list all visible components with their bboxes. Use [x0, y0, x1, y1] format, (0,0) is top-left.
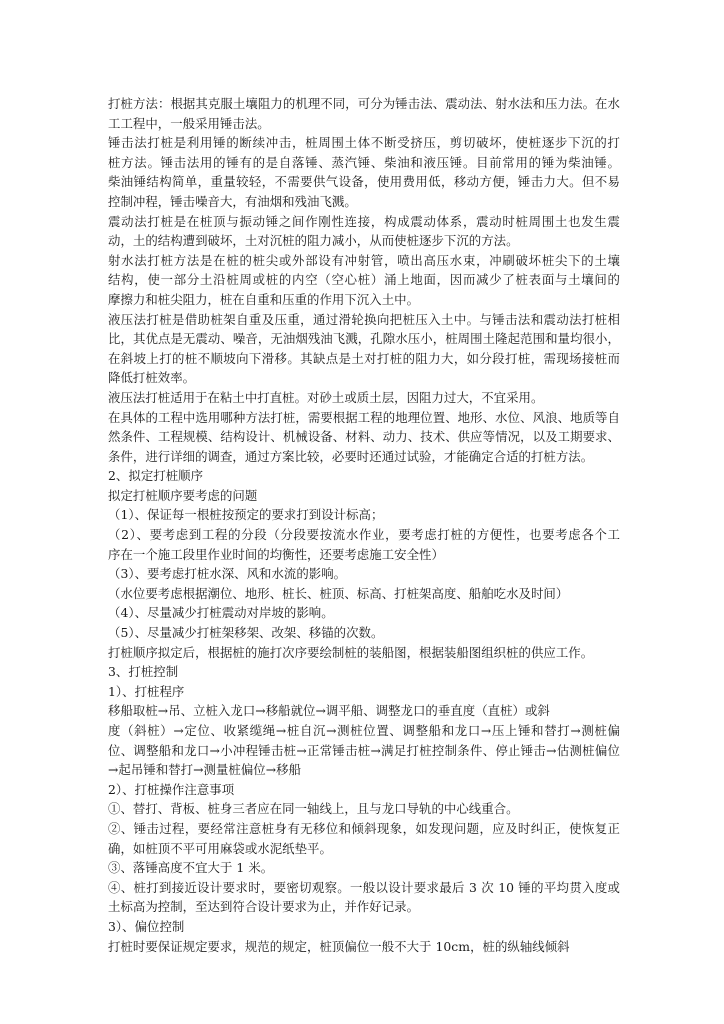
section-heading: 2、拟定打桩顺序	[108, 468, 204, 484]
text-line: 位、调整船和龙口→小冲程锤击桩→正常锤击桩→满足打桩控制条件、停止锤击→估测桩偏位	[108, 742, 620, 758]
text-line: 柴油锤结构简单，重量较轻，不需要供气设备，使用费用低，移动方便，锤击力大。但不易	[108, 174, 620, 190]
text-line: →起吊锤和替打→测量桩偏位→移船	[108, 762, 302, 778]
subsection-heading: 1）、打桩程序	[108, 683, 185, 699]
list-item: （2）、要考虑到工程的分段（分段要按流水作业，要考虑打桩的方便性，也要考虑各个工	[108, 527, 620, 543]
text-line: 桩方法。锤击法用的锤有的是自落锤、蒸汽锤、柴油和液压锤。目前常用的锤为柴油锤。	[108, 154, 620, 170]
text-line: 移船取桩→吊、立桩入龙口→移船就位→调平船、调整龙口的垂直度（直桩）或斜	[108, 703, 550, 719]
text-line: 条件，进行详细的调查，通过方案比较，必要时还通过试验，才能确定合适的打桩方法。	[108, 448, 594, 464]
text-line: 打桩顺序拟定后，根据桩的施打次序要绘制桩的装船图，根据装船图组织桩的供应工作。	[108, 644, 594, 660]
list-item: （5）、尽量减少打桩架移架、改架、移锚的次数。	[108, 625, 384, 641]
text-line: 工工程中，一般采用锤击法。	[108, 115, 270, 131]
subsection-heading: 3）、偏位控制	[108, 918, 185, 934]
text-line: 拟定打桩顺序要考虑的问题	[108, 487, 258, 503]
text-line: 土标高为控制，至达到符合设计要求为止，并作好记录。	[108, 899, 420, 915]
text-line: 度（斜桩）→定位、收紧缆绳→桩自沉→测桩位置、调整船和龙口→压上锤和替打→测桩偏	[108, 723, 620, 738]
text-line: 然条件、工程规模、结构设计、机械设备、材料、动力、技术、供应等情况，以及工期要求、	[108, 429, 620, 445]
text-line: 确，如桩顶不平可用麻袋或水泥纸垫平。	[108, 840, 332, 856]
text-line: 液压法打桩是借助桩架自重及压重，通过滑轮换向把桩压入土中。与锤击法和震动法打桩相	[108, 311, 620, 327]
text-line: 震动法打桩是在桩顶与振动锤之间作刚性连接，构成震动体系，震动时桩周围土也发生震	[108, 213, 620, 229]
text-line: 打桩方法：根据其克服土壤阻力的机理不同，可分为锤击法、震动法、射水法和压力法。在水	[108, 96, 620, 111]
list-item: （1）、保证每一根桩按预定的要求打到设计标高；	[108, 507, 384, 523]
list-item: ①、替打、背板、桩身三者应在同一轴线上，且与龙口导轨的中心线重合。	[108, 801, 519, 817]
text-line: 结构，使一部分土沿桩周或桩的内空（空心桩）涌上地面，因而减少了桩表面与土壤间的	[108, 272, 620, 288]
text-line: 摩擦力和桩尖阻力，桩在自重和压重的作用下沉入土中。	[108, 291, 420, 307]
text-line: 锤击法打桩是利用锤的断续冲击，桩周围土体不断受挤压，剪切破坏，使桩逐步下沉的打	[108, 135, 620, 151]
list-item: ②、锤击过程，要经常注意桩身有无移位和倾斜现象，如发现问题，应及时纠正，使恢复正	[108, 820, 620, 836]
text-line: 降低打桩效率。	[108, 370, 196, 386]
list-item: ③、落锤高度不宜大于 1 米。	[108, 860, 274, 876]
text-line: 液压法打桩适用于在粘土中打直桩。对砂土或质土层，因阻力过大，不宜采用。	[108, 389, 544, 405]
text-line: 动，土的结构遭到破坏，土对沉桩的阻力减小，从而使桩逐步下沉的方法。	[108, 233, 519, 249]
list-item: （3）、要考虑打桩水深、风和水流的影响。	[108, 566, 347, 582]
subsection-heading: 2）、打桩操作注意事项	[108, 781, 235, 797]
text-line: 控制冲程，锤击噪音大，有油烟和残油飞溅。	[108, 193, 357, 209]
text-line: 序在一个施工段里作业时间的均衡性，还要考虑施工安全性）	[108, 546, 444, 562]
text-line: 在斜坡上打的桩不顺坡向下滑移。其缺点是土对打桩的阻力大，如分段打桩，需现场接桩而	[108, 350, 620, 366]
list-item: （4）、尽量减少打桩震动对岸坡的影响。	[108, 605, 334, 621]
section-heading: 3、打桩控制	[108, 664, 179, 680]
text-line: 在具体的工程中选用哪种方法打桩，需要根据工程的地理位置、地形、水位、风浪、地质等自	[108, 409, 620, 425]
text-line: 射水法打桩方法是在桩的桩尖或外部设有冲射管，喷出高压水束，冲刷破坏桩尖下的土壤	[108, 252, 620, 268]
document-body	[108, 94, 620, 956]
text-line: 比，其优点是无震动、噪音，无油烟残油飞溅，孔隙水压小，桩周围土隆起范围和量均很小，	[108, 331, 620, 347]
text-line: 打桩时要保证规定要求，规范的规定，桩顶偏位一般不大于 10cm，桩的纵轴线倾斜	[108, 938, 570, 954]
text-line: （水位要考虑根据潮位、地形、桩长、桩顶、标高、打桩架高度、船舶吃水及时间）	[108, 585, 569, 601]
list-item: ④、桩打到接近设计要求时，要密切观察。一般以设计要求最后 3 次 10 锤的平均贯入度或	[108, 879, 620, 895]
